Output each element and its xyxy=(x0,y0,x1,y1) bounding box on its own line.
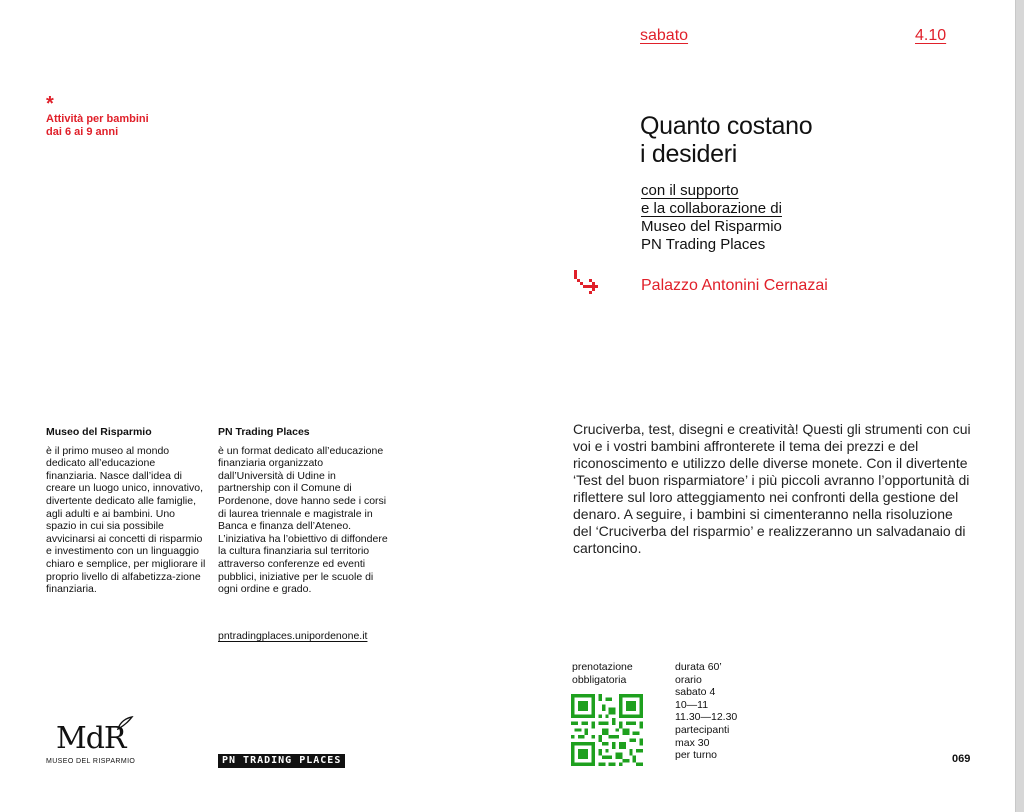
mdr-logo xyxy=(46,716,146,772)
museo-column xyxy=(46,426,206,596)
support-line2: e la collaborazione di xyxy=(641,200,782,217)
museo-text: è il primo museo al mondo dedicato all’educazione finanziaria. Nasce dall’idea di creare un luogo unico, innovativo, divertente dedicato alle famiglie, agli adulti e ai bambini. Uno spazio in cui sia possibile avvicinarsi ai concetti di risparmio e investimento con un linguaggio chiaro e semplice, per migliorare il proprio livello di alfabetizza-zione finanziaria. xyxy=(46,444,206,596)
venue-arrow-icon xyxy=(572,270,604,300)
info-day: sabato 4 xyxy=(675,686,716,699)
event-day: sabato xyxy=(640,27,689,44)
title-line2: i desideri xyxy=(640,140,738,168)
viewer-scroll-edge xyxy=(1015,0,1024,812)
info-max: max 30 xyxy=(675,736,710,749)
event-date: 4.10 xyxy=(915,27,947,44)
pn-column xyxy=(218,426,390,596)
booking-line2: obbligatoria xyxy=(572,673,627,686)
info-slot1: 10—11 xyxy=(675,698,709,711)
support-line1: con il supporto xyxy=(641,182,739,199)
museo-heading: Museo del Risparmio xyxy=(46,426,152,438)
booking-line1: prenotazione xyxy=(572,661,633,673)
kids-label-line1: Attività per bambini xyxy=(46,113,149,125)
pn-heading: PN Trading Places xyxy=(218,426,310,438)
pn-trading-places-logo: PN TRADING PLACES xyxy=(218,754,345,768)
partner-pn: PN Trading Places xyxy=(641,236,766,253)
info-schedule-label: orario xyxy=(675,673,702,686)
mdr-logo-text: MdR xyxy=(56,721,126,756)
event-info xyxy=(675,661,755,762)
info-duration: durata 60’ xyxy=(675,661,722,673)
support-block xyxy=(641,182,901,254)
title-line1: Quanto costano xyxy=(640,112,813,140)
event-description: Cruciverba, test, disegni e creatività! Questi gli strumenti con cui voi e i vostri bambini affronterete il tema dei prezzi e del riconoscimento e utilizzo delle diverse monete. Con il divertente ‘Test del buon risparmiatore’ i più piccoli avranno l’opportunità di riflettere sul loro atteggiamento nei confronti della gestione del denaro. A seguire, i bambini si cimenteranno nella risoluzione del ‘Cruciverba del risparmio’ e realizzeranno un salvadanaio di cartoncino. xyxy=(573,421,971,556)
kids-activity-label xyxy=(46,113,176,139)
pn-website-link[interactable]: pntradingplaces.unipordenone.it xyxy=(218,630,368,642)
event-title xyxy=(640,112,940,168)
booking-note xyxy=(572,661,652,686)
qr-code[interactable] xyxy=(571,694,643,766)
mdr-logo-subtitle: MUSEO DEL RISPARMIO xyxy=(46,758,136,765)
venue-name: Palazzo Antonini Cernazai xyxy=(641,277,828,294)
info-per-turn: per turno xyxy=(675,749,718,762)
info-slot2: 11.30—12.30 xyxy=(675,711,738,724)
page-number: 069 xyxy=(952,753,971,765)
partner-museo: Museo del Risparmio xyxy=(641,218,782,235)
kids-label-line2: dai 6 ai 9 anni xyxy=(46,126,119,138)
pn-text: è un format dedicato all’educazione finanziaria organizzato dall’Università di Udine in partnership con il Comune di Pordenone, dove hanno sede i corsi di laurea triennale e magistrale in Banca e finanza dell’Ateneo. L’iniziativa ha l’obiettivo di diffondere la cultura finanziaria sul territorio attraverso conferenze ed eventi pubblici, iniziative per le scuole di ogni ordine e grado. xyxy=(218,444,388,596)
asterisk-icon: * xyxy=(46,93,54,115)
info-participants-label: partecipanti xyxy=(675,723,730,736)
